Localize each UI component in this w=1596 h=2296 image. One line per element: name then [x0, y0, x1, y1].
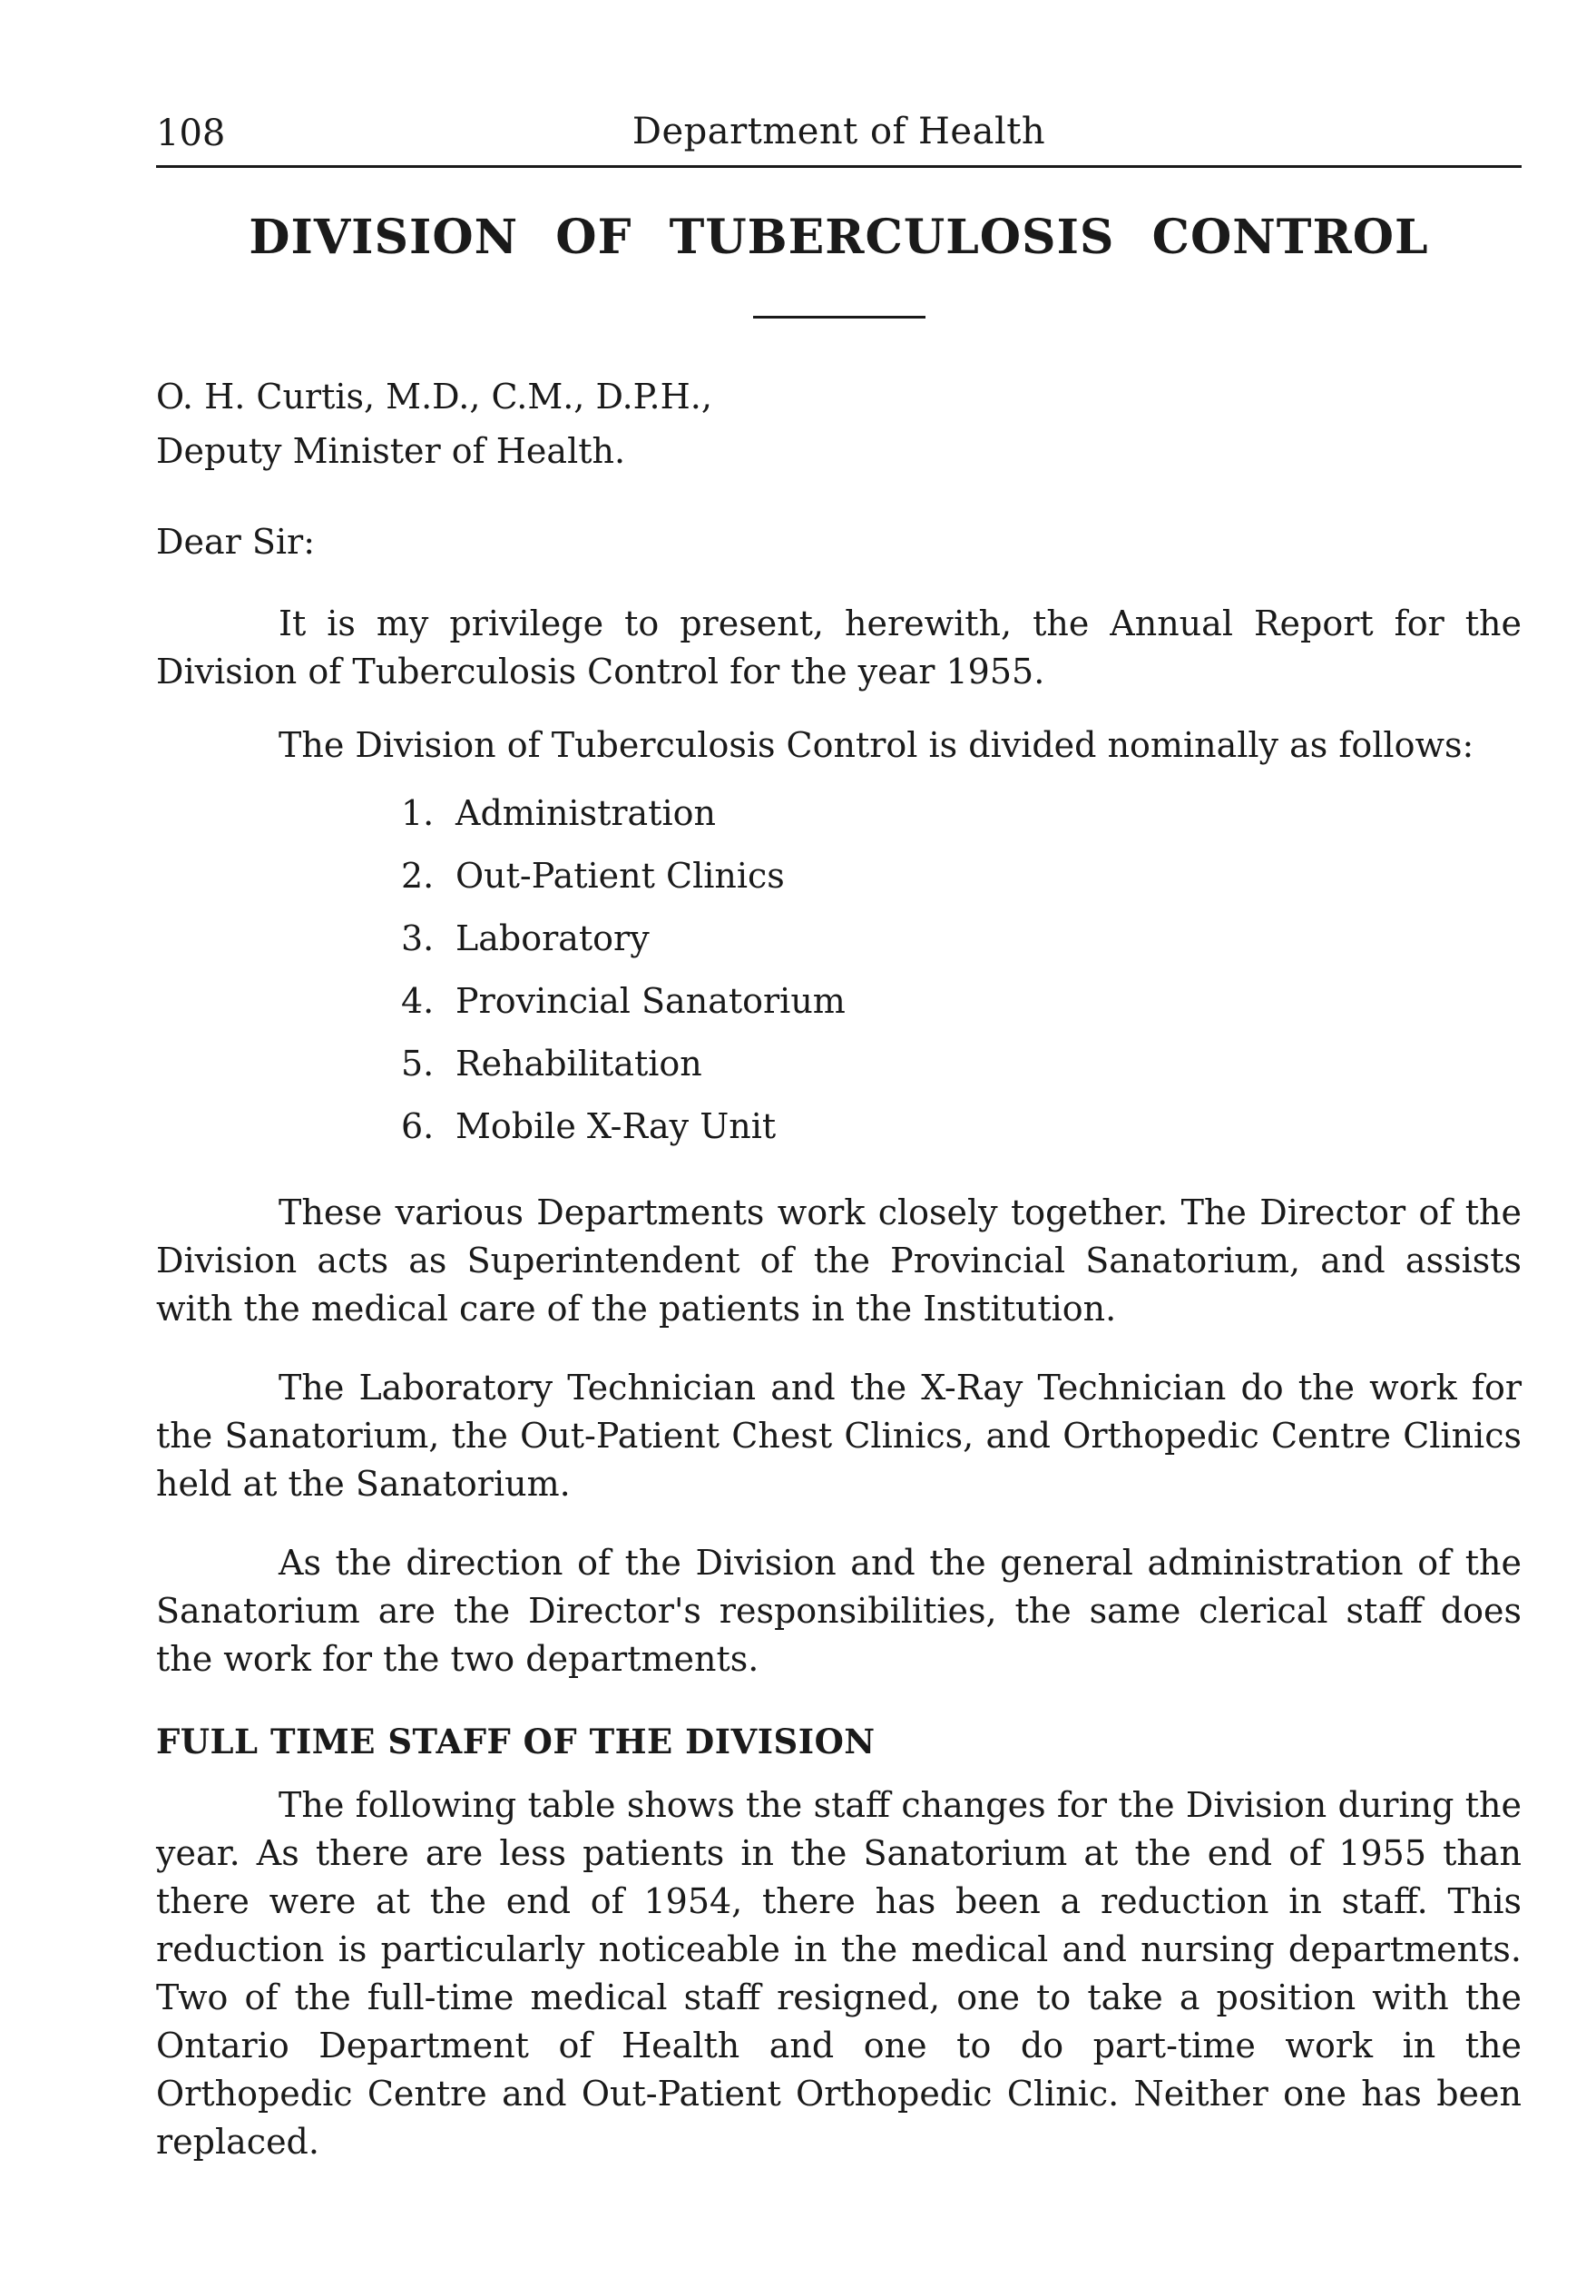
document-page [156, 102, 1522, 2262]
list-item: 5. Rehabilitation [401, 1044, 702, 1084]
paragraph-clerical: As the direction of the Division and the general administration of the Sanatorium are the Director's responsibilities, the same clerical staff does the work for the two departments. [156, 1543, 1522, 1679]
section-heading: FULL TIME STAFF OF THE DIVISION [156, 1722, 876, 1761]
list-item: 2. Out-Patient Clinics [401, 856, 785, 896]
page-number: 108 [156, 113, 226, 154]
paragraph-departments: These various Departments work closely together. The Director of the Division acts as Superintendent of the Provincial Sanatorium, and assists with the medical care of the patients in the Institution. [156, 1192, 1522, 1329]
title-divider [753, 316, 925, 319]
addressee-block [156, 369, 1522, 478]
document-title: DIVISION OF TUBERCULOSIS CONTROL [249, 210, 1429, 265]
salutation: Dear Sir: [156, 522, 316, 562]
list-item: 4. Provincial Sanatorium [401, 981, 846, 1021]
addressee-name: O. H. Curtis, M.D., C.M., D.P.H., [156, 377, 712, 417]
paragraph-intro: It is my privilege to present, herewith, the Annual Report for the Division of Tuberculosis Control for the year 1955. [156, 603, 1522, 692]
list-item: 3. Laboratory [401, 918, 650, 958]
list-item: 6. Mobile X-Ray Unit [401, 1106, 777, 1146]
addressee-position: Deputy Minister of Health. [156, 431, 626, 471]
list-item: 1. Administration [401, 793, 716, 833]
paragraph-divisions-lead: The Division of Tuberculosis Control is divided nominally as follows: [279, 725, 1474, 765]
paragraph-technicians: The Laboratory Technician and the X-Ray Technician do the work for the Sanatorium, the Out-Patient Chest Clinics, and Orthopedic Centre Clinics held at the Sanatorium. [156, 1368, 1522, 1504]
divisions-list [401, 782, 1522, 1158]
paragraph-staff-changes: The following table shows the staff changes for the Division during the year. As there are less patients in the Sanatorium at the end of 1955 than there were at the end of 1954, there has been a reduction in staff. This reduction is particularly noticeable in the medical and nursing departments. Two of the full-time medical staff resigned, one to take a position with the Ontario Department of Health and one to do part-time work in the Orthopedic Centre and Out-Patient Orthopedic Clinic. Neither one has been replaced. [156, 1785, 1522, 2162]
running-title: Department of Health [632, 111, 1046, 152]
running-header [156, 102, 1522, 168]
